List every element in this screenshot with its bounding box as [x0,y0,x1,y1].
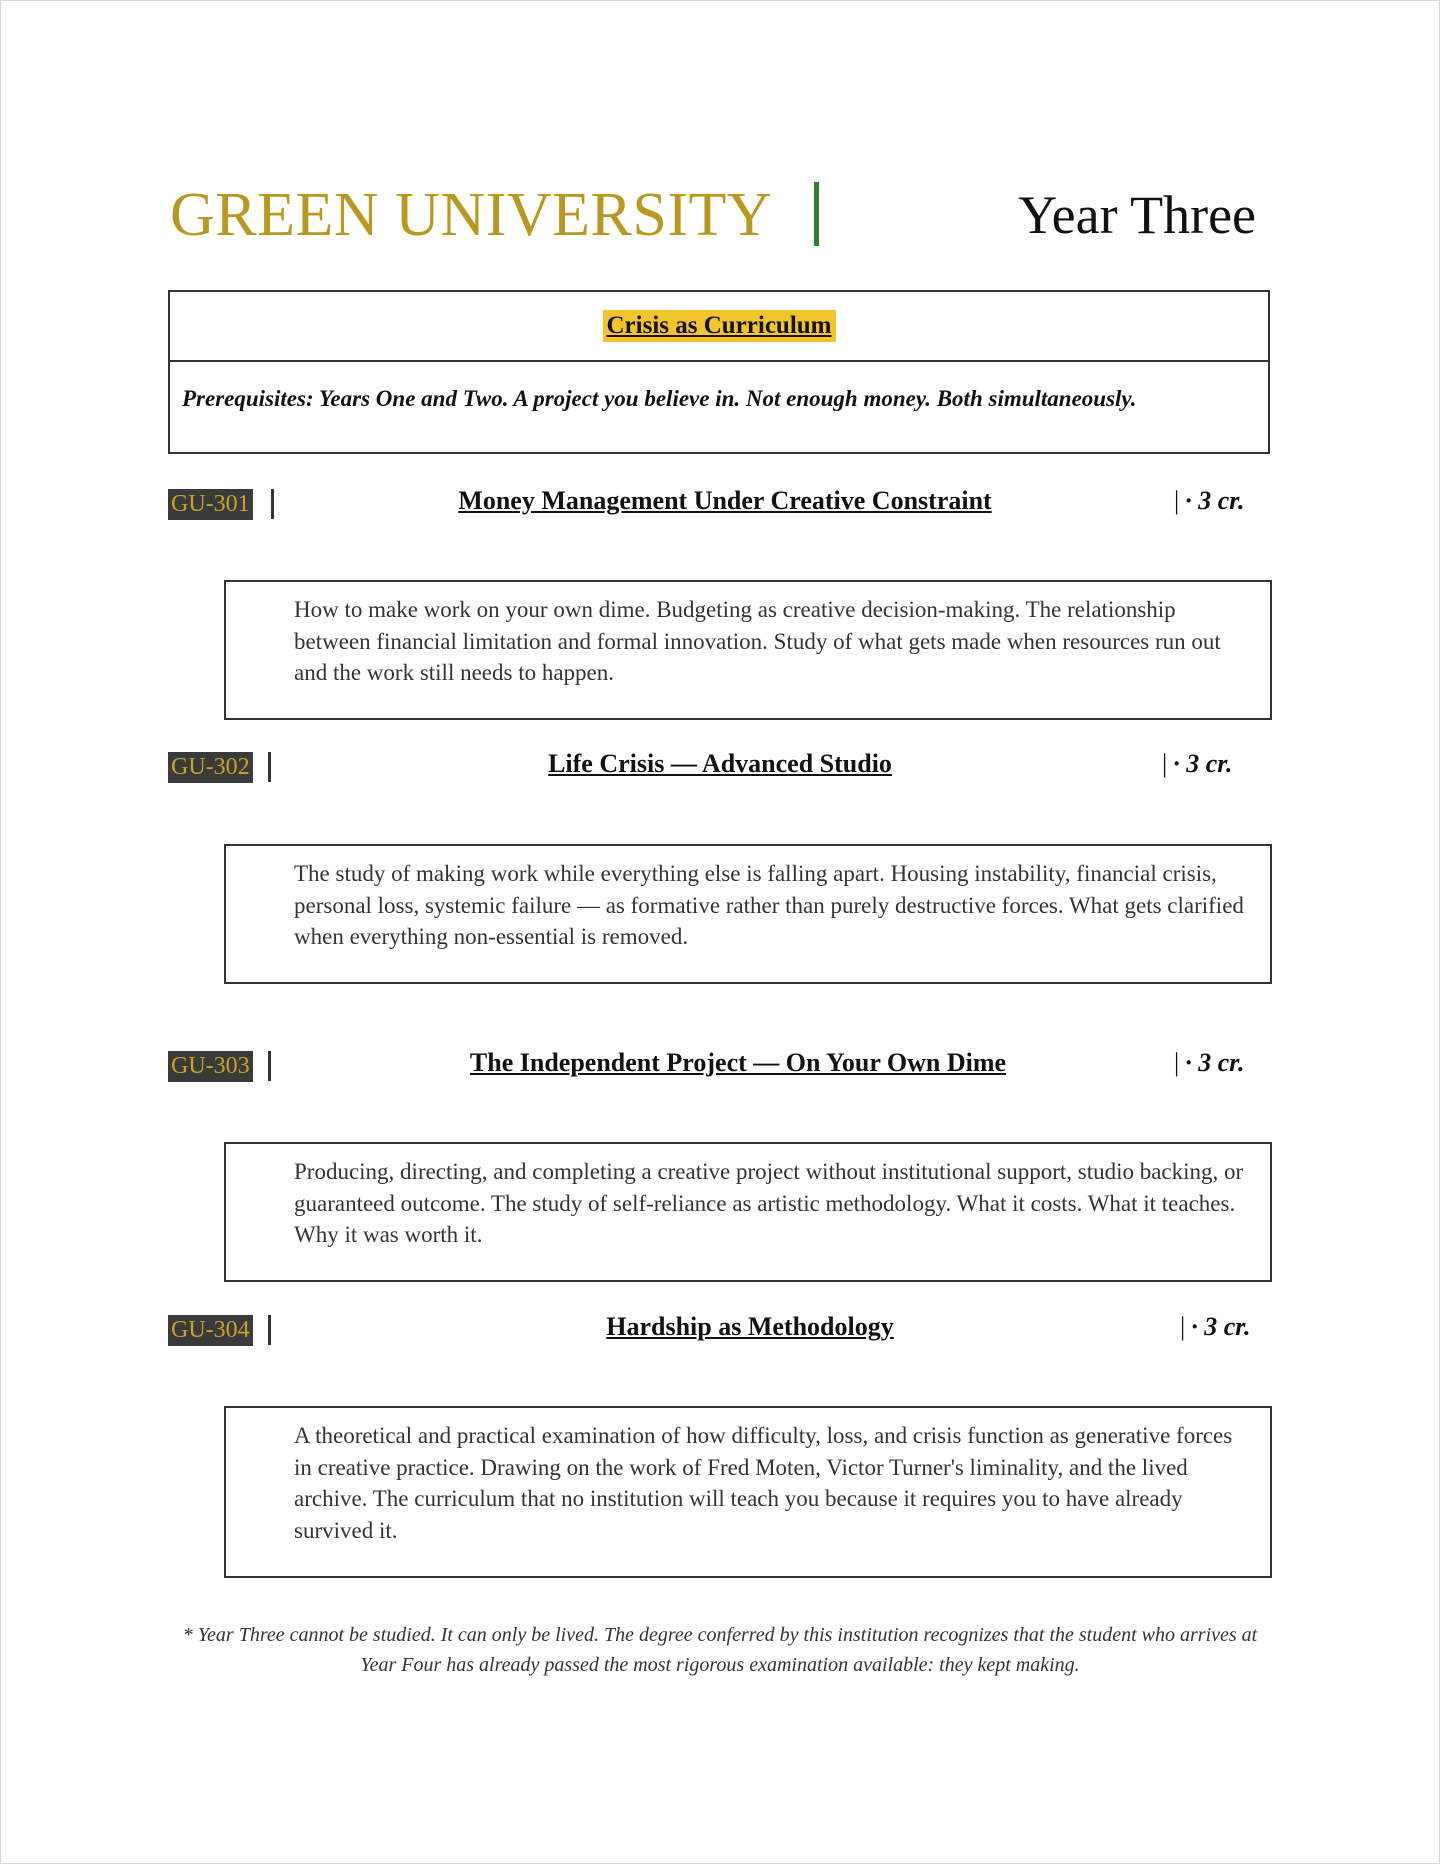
course-title: Life Crisis — Advanced Studio [548,749,892,778]
course-description-box: How to make work on your own dime. Budgeting as creative decision-making. The relationship between financial limitation and formal innovation. Study of what gets made when resources run out and the work still needs to happen. [224,580,1272,720]
prerequisites-text: Prerequisites: Years One and Two. A project you believe in. Not enough money. Both simultaneously. [182,386,1137,411]
course-credits [1174,1048,1244,1078]
code-divider [268,1315,271,1345]
header-divider [814,182,819,246]
code-divider [268,1051,271,1081]
page-header [170,170,1270,250]
course-header-gu-302 [168,749,1272,789]
course-code-badge: GU-301 [168,489,253,520]
year-title: Year Three [1018,185,1256,245]
course-title: The Independent Project — On Your Own Dime [469,1048,1007,1077]
curriculum-intro-box [168,290,1270,454]
university-name: GREEN UNIVERSITY [170,181,773,249]
course-header-gu-303 [168,1048,1272,1088]
credits-value: · 3 cr. [1191,1312,1251,1341]
course-description-box: Producing, directing, and completing a creative project without institutional support, studio backing, or guaranteed outcome. The study of self-reliance as artistic methodology. What it costs. What it teaches. Why it was worth it. [224,1142,1272,1282]
credits-value: · 3 cr. [1173,749,1233,778]
credits-separator: | [1174,1048,1180,1077]
code-divider [268,752,271,782]
footnote: * Year Three cannot be studied. It can only be lived. The degree conferred by this institution recognizes that the student who arrives at Year Four has already passed the most rigorous examination available: they kept making. [182,1624,1258,1676]
credits-value: · 3 cr. [1185,486,1245,515]
course-header-gu-304 [168,1312,1272,1352]
course-title: Money Management Under Creative Constraint [458,486,992,515]
intro-title-row [170,292,1268,362]
course-code-badge: GU-302 [168,752,253,783]
credits-separator: | [1174,486,1180,515]
credits-value: · 3 cr. [1185,1048,1245,1077]
course-code-badge: GU-303 [168,1051,253,1082]
course-description-box: A theoretical and practical examination of how difficulty, loss, and crisis function as generative forces in creative practice. Drawing on the work of Fred Moten, Victor Turner's liminality, and the lived archive. The curriculum that no institution will teach you because it requires you to have already survived it. [224,1406,1272,1578]
course-credits [1162,749,1232,779]
course-description-box: The study of making work while everything else is falling apart. Housing instability, financial crisis, personal loss, systemic failure — as formative rather than purely destructive forces. What gets clarified when everything non-essential is removed. [224,844,1272,984]
course-code-badge: GU-304 [168,1315,253,1346]
code-divider [271,489,274,519]
course-header-gu-301 [168,486,1272,526]
course-credits [1174,486,1244,516]
course-title: Hardship as Methodology [606,1312,894,1341]
credits-separator: | [1162,749,1168,778]
curriculum-title: Crisis as Curriculum [603,310,836,342]
course-credits [1180,1312,1250,1342]
credits-separator: | [1180,1312,1186,1341]
